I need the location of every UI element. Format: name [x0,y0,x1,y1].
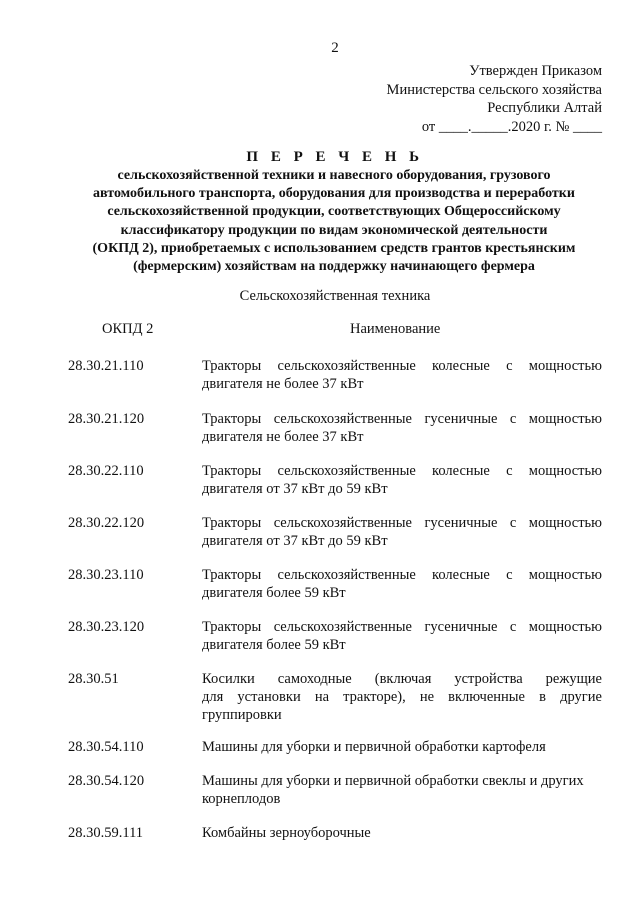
item-name-word: (включая [374,671,432,687]
item-name-line: Комбайны зерноуборочные [202,825,371,841]
item-name-word: сельскохозяйственные [273,619,412,635]
item-name-line: двигателя от 37 кВт до 59 кВт [202,533,388,549]
item-name-line: группировки [202,707,282,723]
item-code: 28.30.51 [68,671,119,687]
item-name-line: двигателя не более 37 кВт [202,429,364,445]
subtitle-line: (фермерским) хозяйствам на поддержку начинающего фермера [133,259,535,275]
item-name-word: самоходные [277,671,352,687]
item-name [202,618,602,654]
item-name-word: с [506,358,513,374]
item-name [202,462,602,498]
item-name-word: колесные [432,358,490,374]
item-name-word: Тракторы [202,567,262,583]
item-code: 28.30.23.110 [68,567,144,583]
item-name-word: для [202,689,224,705]
item-name-line: корнеплодов [202,791,281,807]
page-number: 2 [331,40,339,56]
item-name [202,566,602,602]
item-code: 28.30.54.120 [68,773,145,789]
item-name-line: Машины для уборки и первичной обработки картофеля [202,739,546,755]
subtitle-line: (ОКПД 2), приобретаемых с использованием средств грантов крестьянским [92,240,576,256]
item-name-word: устройства [454,671,523,687]
item-name [202,357,602,393]
item-name-word: гусеничные [424,411,498,427]
item-name-line: двигателя более 59 кВт [202,637,346,653]
item-name-word: другие [560,689,602,705]
item-name-line-justified [202,462,602,480]
item-name-word: Тракторы [202,619,262,635]
item-name-word: мощностью [528,411,602,427]
item-name-word: включенные [448,689,525,705]
item-name-line-justified [202,357,602,375]
item-name-word: мощностью [528,515,602,531]
item-name-word: мощностью [528,619,602,635]
approval-block [387,62,602,136]
column-header-code: ОКПД 2 [102,321,154,337]
item-code: 28.30.21.110 [68,358,144,374]
item-code: 28.30.22.120 [68,515,145,531]
item-name-word: Косилки [202,671,255,687]
approval-line: Утвержден Приказом [469,63,602,79]
item-code: 28.30.22.110 [68,463,144,479]
subtitle-line: классификатору продукции по видам экономической деятельности [120,222,548,238]
item-name-word: установки [237,689,301,705]
item-name-word: сельскохозяйственные [273,411,412,427]
item-name-word: сельскохозяйственные [277,358,416,374]
item-name-word: колесные [432,463,490,479]
item-name-word: с [506,567,513,583]
item-name-word: с [506,463,513,479]
item-name [202,772,602,808]
item-code: 28.30.21.120 [68,411,145,427]
item-name-word: сельскохозяйственные [273,515,412,531]
item-name-word: на [314,689,330,705]
item-name-line-justified [202,566,602,584]
subtitle-line: сельскохозяйственной продукции, соответствующих Общероссийскому [107,204,561,220]
document-title: П Е Р Е Ч Е Н Ь [246,149,424,165]
item-name-word: в [539,689,546,705]
document-subtitle [64,167,604,276]
item-name-line: двигателя от 37 кВт до 59 кВт [202,481,388,497]
item-name-line-justified [202,410,602,428]
item-name-line: двигателя более 59 кВт [202,585,346,601]
item-name-word: с [509,411,517,427]
item-name [202,824,602,842]
item-name-word: Тракторы [202,411,262,427]
item-code: 28.30.23.120 [68,619,145,635]
item-name-line-justified [202,618,602,636]
item-name-word: тракторе), [343,689,406,705]
approval-line: Республики Алтай [487,100,602,116]
item-name-word: режущие [545,671,602,687]
item-name-word: с [509,515,517,531]
item-name-word: сельскохозяйственные [277,463,416,479]
item-name-word: колесные [432,567,490,583]
item-name-line-justified [202,514,602,532]
item-name [202,738,602,756]
item-name [202,410,602,446]
item-name-line-justified [202,670,602,688]
item-code: 28.30.59.111 [68,825,144,841]
item-code: 28.30.54.110 [68,739,144,755]
item-name-word: Тракторы [202,515,262,531]
item-name-word: Тракторы [202,358,262,374]
item-name-word: Тракторы [202,463,262,479]
item-name-line: двигателя не более 37 кВт [202,376,364,392]
item-name [202,670,602,724]
subtitle-line: сельскохозяйственной техники и навесного оборудования, грузового [117,168,551,183]
approval-date-line: от ____._____.2020 г. № ____ [421,118,602,135]
item-name-line: Машины для уборки и первичной обработки свеклы и других [202,773,584,789]
item-name-word: сельскохозяйственные [277,567,416,583]
item-name-word: гусеничные [424,515,498,531]
subtitle-line: автомобильного транспорта, оборудования для производства и переработки [93,186,575,202]
item-name-word: мощностью [528,463,602,479]
item-name-word: гусеничные [424,619,498,635]
item-name-line-justified [202,688,602,706]
item-name [202,514,602,550]
section-title: Сельскохозяйственная техника [239,288,431,304]
item-name-word: мощностью [528,567,602,583]
column-header-name: Наименование [350,321,441,337]
item-name-word: не [419,689,435,705]
item-name-word: с [509,619,517,635]
item-name-word: мощностью [528,358,602,374]
approval-line: Министерства сельского хозяйства [386,81,602,98]
